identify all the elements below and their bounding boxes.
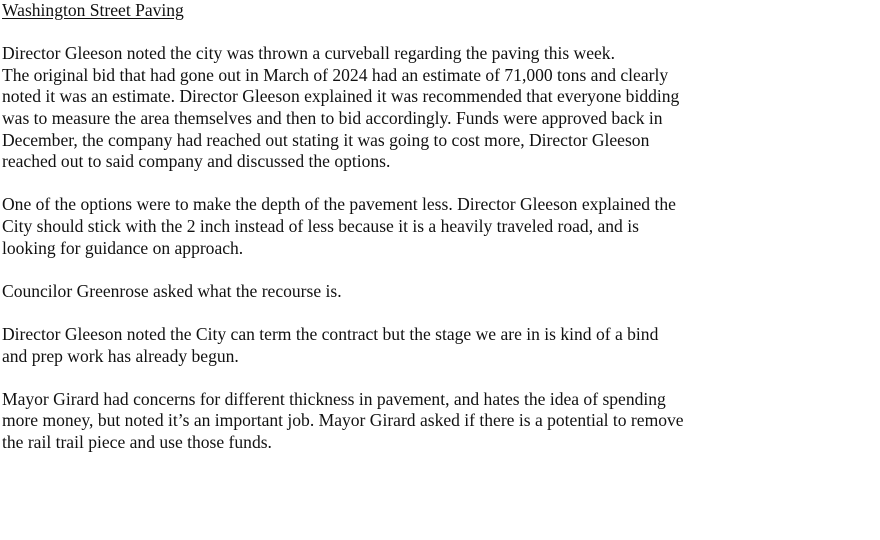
paragraph-4 <box>2 324 878 367</box>
section-heading: Washington Street Paving <box>2 0 184 20</box>
paragraph-line: December, the company had reached out stating it was going to cost more, Director Gleeson <box>2 129 650 150</box>
spacer <box>2 173 878 195</box>
paragraph-line: Councilor Greenrose asked what the recourse is. <box>2 280 342 301</box>
paragraph-line: noted it was an estimate. Director Gleeson explained it was recommended that everyone bidding <box>2 86 680 107</box>
paragraph-5 <box>2 389 878 454</box>
paragraph-line: The original bid that had gone out in March of 2024 had an estimate of 71,000 tons and clearly <box>2 64 669 85</box>
spacer <box>2 302 878 324</box>
spacer <box>2 367 878 389</box>
paragraph-line: and prep work has already begun. <box>2 345 239 366</box>
spacer <box>2 22 878 44</box>
paragraph-line: One of the options were to make the depth of the pavement less. Director Gleeson explained the <box>2 194 676 215</box>
paragraph-line: more money, but noted it’s an important job. Mayor Girard asked if there is a potential to remove <box>2 410 684 431</box>
spacer <box>2 259 878 281</box>
paragraph-line: the rail trail piece and use those funds. <box>2 431 272 452</box>
paragraph-line: looking for guidance on approach. <box>2 237 244 258</box>
paragraph-3 <box>2 281 878 303</box>
paragraph-2 <box>2 194 878 259</box>
paragraph-line: Director Gleeson noted the City can term the contract but the stage we are in is kind of a bind <box>2 323 659 344</box>
paragraph-line: reached out to said company and discussed the options. <box>2 151 391 172</box>
paragraph-line: Mayor Girard had concerns for different thickness in pavement, and hates the idea of spending <box>2 388 666 409</box>
paragraph-line: Director Gleeson noted the city was thrown a curveball regarding the paving this week. <box>2 43 615 64</box>
paragraph-line: was to measure the area themselves and then to bid accordingly. Funds were approved back in <box>2 107 663 128</box>
paragraph-line: City should stick with the 2 inch instead of less because it is a heavily traveled road, and is <box>2 215 639 236</box>
paragraph-1 <box>2 43 878 173</box>
document-body <box>2 0 878 453</box>
